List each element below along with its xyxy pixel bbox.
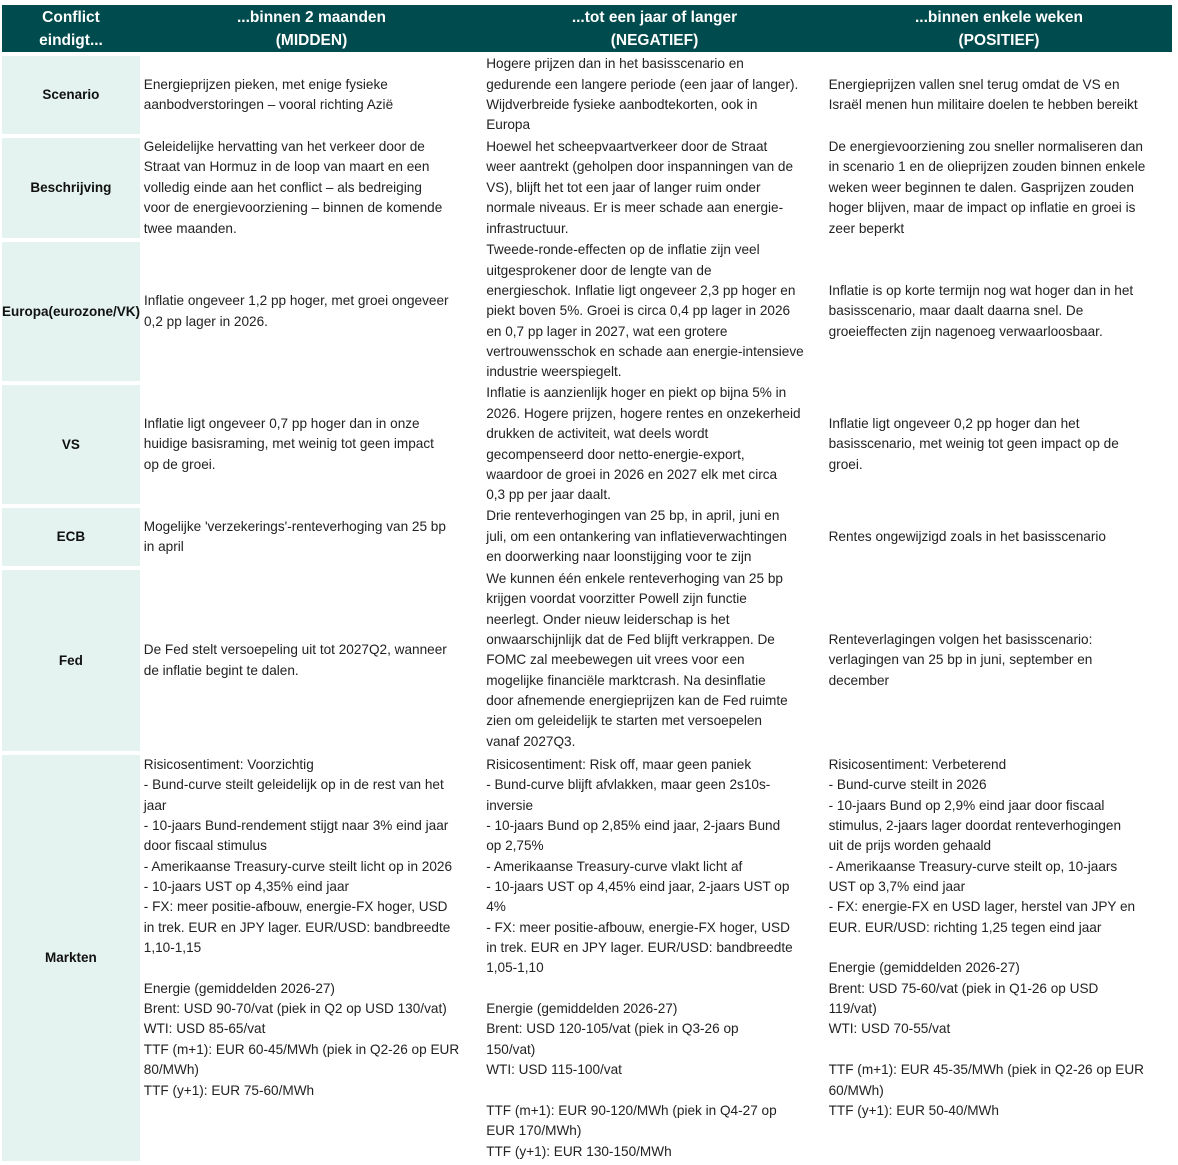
cell-line: volledig einde aan het conflict – als bedreiging [143,179,422,195]
table-cell [827,508,1172,566]
cell-line: en doorwerking naar loonstijging voor te zijn [486,549,752,565]
table-cell [827,138,1172,238]
header-line: (POSITIEF) [958,31,1040,49]
cell-line: onwaarschijnlijk dat de Fed blijft verkrappen. De [486,631,775,647]
cell-line: stimulus, 2-jaars lager doordat renteverhogingen [828,818,1122,834]
cell-line: Wijdverbreide fysieke aanbodtekorten, ook in [486,97,758,112]
cell-line: inversie [486,797,534,813]
cell-line: in trek. EUR en JPY lager. EUR/USD: bandbreedte [486,940,793,956]
cell-line: basisscenario, maar daalt daarna snel. De [828,303,1084,319]
cell-line: gedurende een langere periode (een jaar of langer). [486,76,799,92]
row-label: Europa (eurozone/VK) [2,242,140,381]
cell-line: uitgesprokener door de lengte van de [486,262,712,278]
table-cell [142,138,484,238]
row-label: VS [2,385,140,504]
cell-line: TTF (y+1): EUR 50-40/MWh [828,1102,999,1118]
cell-line: op de groei. [143,456,216,472]
cell-line [144,958,484,978]
cell-line: aanbodverstoringen – vooral richting Azië [143,97,394,112]
cell-line: krijgen voordat voorzitter Powell zijn functie [486,591,747,607]
table-row-beschrijving [2,138,1172,242]
cell-line: 2026. Hogere prijzen, hogere rentes en onzekerheid [486,405,801,421]
cell-line: door fiscaal stimulus [143,838,267,854]
header-line: ...binnen 2 maanden [237,8,386,26]
table-row-fed [2,570,1172,755]
cell-line: verlagingen van 25 bp in juni, september en [828,652,1093,668]
cell-line: jaar [143,797,167,813]
cell-line: Brent: USD 75-60/vat (piek in Q1-26 op USD [828,980,1099,996]
cell-line: EUR 170/MWh) [486,1123,582,1139]
row-label: Fed [2,570,140,751]
cell-line: weer aantrekt (geholpen door inspanningen van de [486,159,794,175]
table-cell [484,570,826,751]
table-cell [827,755,1172,1161]
cell-line: De energievoorziening zou sneller normaliseren dan [828,139,1143,155]
table-cell [484,242,826,381]
cell-line: december [828,672,890,688]
cell-line: op 2,75% [486,838,544,854]
cell-line: zeer beperkt [828,220,905,236]
cell-line: Energie (gemiddelden 2026-27) [143,980,335,996]
cell-line: WTI: USD 115-100/vat [486,1062,622,1078]
cell-line: Israël menen hun militaire doelen te hebben bereikt [828,97,1138,112]
table-row-scenario [2,56,1172,138]
cell-line: WTI: USD 85-65/vat [143,1021,266,1037]
header-cell [826,5,1172,52]
cell-line: 150/vat) [486,1041,536,1057]
cell-line: energieschok. Inflatie ligt ongeveer 2,3 pp hoger en [486,282,796,298]
cell-line: voor de energievoorziening – binnen de komende [143,200,443,216]
cell-line: De Fed stelt versoepeling uit tot 2027Q2, wanneer [143,642,447,658]
cell-line: 80/MWh) [143,1062,199,1078]
table-cell [484,56,826,134]
cell-line: We kunnen één enkele renteverhoging van 25 bp [486,570,783,586]
table-cell [142,755,484,1161]
table-row-europa [2,242,1172,385]
row-label: Markten [2,755,140,1161]
cell-line: Risicosentiment: Verbeterend [828,757,1007,772]
header-cell [483,5,826,52]
cell-line: - FX: meer positie-afbouw, energie-FX hoger, USD [143,899,448,915]
cell-line: hoger blijven, maar de impact op inflatie en groei is [828,200,1136,216]
cell-line: - 10-jaars UST op 4,45% eind jaar, 2-jaars UST op [486,879,790,895]
cell-line: TTF (m+1): EUR 45-35/MWh (piek in Q2-26 op EUR [828,1062,1144,1078]
cell-line: - 10-jaars Bund-rendement stijgt naar 3% eind jaar [143,818,449,834]
cell-line: infrastructuur. [486,220,569,236]
cell-line: 60/MWh) [828,1082,884,1098]
cell-line [486,979,826,999]
cell-line: Brent: USD 90-70/vat (piek in Q2 op USD 130/vat) [143,1001,447,1017]
cell-line: Rentes ongewijzigd zoals in het basisscenario [828,528,1106,544]
header-line: ...binnen enkele weken [915,8,1083,26]
cell-line: Mogelijke 'verzekerings'-renteverhoging van 25 bp [143,518,446,534]
table-cell [827,385,1172,504]
scenario-table [2,5,1172,1165]
cell-line: groeieffecten zijn nagenoeg verwaarloosbaar. [828,323,1103,339]
cell-line: in april [143,539,184,554]
cell-line: gecompenseerd door netto-energie-export, [486,446,745,462]
cell-line: - Amerikaanse Treasury-curve steilt licht op in 2026 [143,858,453,874]
table-cell [484,385,826,504]
cell-line: Inflatie ligt ongeveer 0,7 pp hoger dan in onze [143,415,420,431]
cell-line: waardoor de groei in 2026 en 2027 elk met circa [486,466,778,482]
cell-line: - Bund-curve blijft afvlakken, maar geen 2s10s- [486,777,771,793]
cell-line: TTF (y+1): EUR 130-150/MWh [486,1143,672,1159]
cell-line: weken weer beginnen te dalen. Gasprijzen zouden [828,179,1134,195]
cell-line: zien om geleidelijk te starten met versoepelen [486,713,762,729]
cell-line: drukken de activiteit, wat deels wordt [486,426,709,442]
header-line: ...tot een jaar of langer [571,8,738,26]
row-label: ECB [2,508,140,566]
cell-line: - FX: energie-FX en USD lager, herstel van JPY en [828,899,1136,915]
cell-line: - 10-jaars Bund op 2,85% eind jaar, 2-jaars Bund [486,818,781,834]
cell-line: TTF (m+1): EUR 60-45/MWh (piek in Q2-26 op EUR [143,1041,460,1057]
cell-line: EUR. EUR/USD: richting 1,25 tegen eind jaar [828,919,1102,935]
cell-line: vertrouwensschok en schade aan energie-intensieve [486,344,804,360]
cell-line: de inflatie begint te dalen. [143,662,299,678]
table-cell [142,508,484,566]
cell-line: Energie (gemiddelden 2026-27) [486,1001,678,1017]
header-line: (MIDDEN) [275,31,348,49]
cell-line: Geleidelijke hervatting van het verkeer door de [143,139,425,155]
cell-line: groei. [828,456,863,472]
cell-line: Drie renteverhogingen van 25 bp, in april, juni en [486,508,780,524]
row-label: Beschrijving [2,138,140,238]
cell-line: vanaf 2027Q3. [486,733,576,749]
cell-line: TTF (y+1): EUR 75-60/MWh [143,1082,315,1098]
table-header-row [2,5,1172,56]
header-cell [140,5,483,52]
cell-line: uit de prijs worden gehaald [828,838,992,854]
header-line: eindigt... [39,31,103,49]
cell-line: twee maanden. [143,220,237,236]
cell-line: industrie weerspiegelt. [486,364,622,380]
cell-line: mogelijke financiële marktcrash. Na desinflatie [486,672,766,688]
cell-line: UST op 3,7% eind jaar [828,879,966,895]
cell-line: - Bund-curve steilt in 2026 [828,777,987,793]
row-label: Scenario [2,56,140,134]
cell-line: 4% [486,899,506,915]
cell-line: Inflatie ongeveer 1,2 pp hoger, met groei ongeveer [144,293,449,309]
header-line: (NEGATIEF) [610,31,699,49]
cell-line: Straat van Hormuz in de loop van maart en een [143,159,430,175]
cell-line: - Amerikaanse Treasury-curve vlakt licht af [486,858,743,874]
cell-line: 0,2 pp lager in 2026. [144,313,268,329]
cell-line: Hoewel het scheepvaartverkeer door de Straat [486,139,768,155]
cell-line [486,1081,826,1101]
table-cell [142,570,484,751]
header-cell [2,5,140,52]
cell-line: - Amerikaanse Treasury-curve steilt op, 10-jaars [828,858,1118,874]
cell-line: Renteverlagingen volgen het basisscenario: [828,631,1093,647]
cell-line: huidige basisraming, met weinig tot geen impact [143,436,434,452]
cell-line: Hogere prijzen dan in het basisscenario en [486,56,744,72]
cell-line: - Bund-curve steilt geleidelijk op in de rest van het [143,777,444,793]
cell-line: Energieprijzen vallen snel terug omdat de VS en [828,76,1120,92]
cell-line: in scenario 1 en de olieprijzen zouden binnen enkele [828,159,1146,175]
cell-line: door afnemende energieprijzen kan de Fed ruimte [486,693,788,709]
table-cell [142,385,484,504]
cell-line: Inflatie ligt ongeveer 0,2 pp hoger dan het [828,415,1080,431]
cell-line: normale niveaus. Er is meer schade aan energie- [486,200,784,216]
table-row-markten [2,755,1172,1165]
cell-line: Tweede-ronde-effecten op de inflatie zijn veel [486,242,760,258]
table-cell [484,138,826,238]
table-cell [484,755,826,1161]
cell-line: 0,3 pp per jaar daalt. [486,487,611,503]
cell-line [829,1040,1172,1060]
table-cell [827,242,1172,381]
cell-line: neerlegt. Onder nieuw leiderschap is het [486,611,730,627]
cell-line: Inflatie is aanzienlijk hoger en piekt op bijna 5% in [486,385,787,401]
table-cell [484,508,826,566]
cell-line: VS), blijft het tot een jaar of langer ruim onder [486,179,761,195]
cell-line [829,938,1172,958]
table-cell [142,242,484,381]
table-row-vs [2,385,1172,508]
cell-line: FOMC zal meebewegen uit vrees voor een [486,652,745,668]
cell-line: Inflatie is op korte termijn nog wat hoger dan in het [828,282,1134,298]
cell-line: Brent: USD 120-105/vat (piek in Q3-26 op [486,1021,739,1037]
cell-line: basisscenario, met weinig tot geen impact op de [828,436,1119,452]
cell-line: piekt boven 5%. Groei is circa 0,4 pp lager in 2026 [486,303,791,319]
cell-line: en 0,7 pp lager in 2027, wat een grotere [486,323,728,339]
cell-line: Risicosentiment: Risk off, maar geen paniek [486,757,752,772]
cell-line: juli, om een ontankering van inflatieverwachtingen [486,528,787,544]
cell-line: 119/vat) [828,1001,877,1017]
cell-line: TTF (m+1): EUR 90-120/MWh (piek in Q4-27 op [486,1102,777,1118]
cell-line: - 10-jaars Bund op 2,9% eind jaar door fiscaal [828,797,1105,813]
table-cell [827,570,1172,751]
header-line: Conflict [42,8,100,26]
cell-line: 1,05-1,10 [486,960,544,976]
table-cell [142,56,484,134]
cell-line: 1,10-1,15 [143,940,202,956]
cell-line: WTI: USD 70-55/vat [828,1021,951,1037]
cell-line: Energieprijzen pieken, met enige fysieke [143,76,388,92]
cell-line: in trek. EUR en JPY lager. EUR/USD: bandbreedte [143,919,451,935]
cell-line: Risicosentiment: Voorzichtig [143,757,314,772]
table-row-ecb [2,508,1172,570]
cell-line: Europa [486,117,531,133]
cell-line: - FX: meer positie-afbouw, energie-FX hoger, USD [486,919,790,935]
cell-line: Energie (gemiddelden 2026-27) [828,960,1020,976]
table-cell [827,56,1172,134]
cell-line: - 10-jaars UST op 4,35% eind jaar [143,879,350,895]
